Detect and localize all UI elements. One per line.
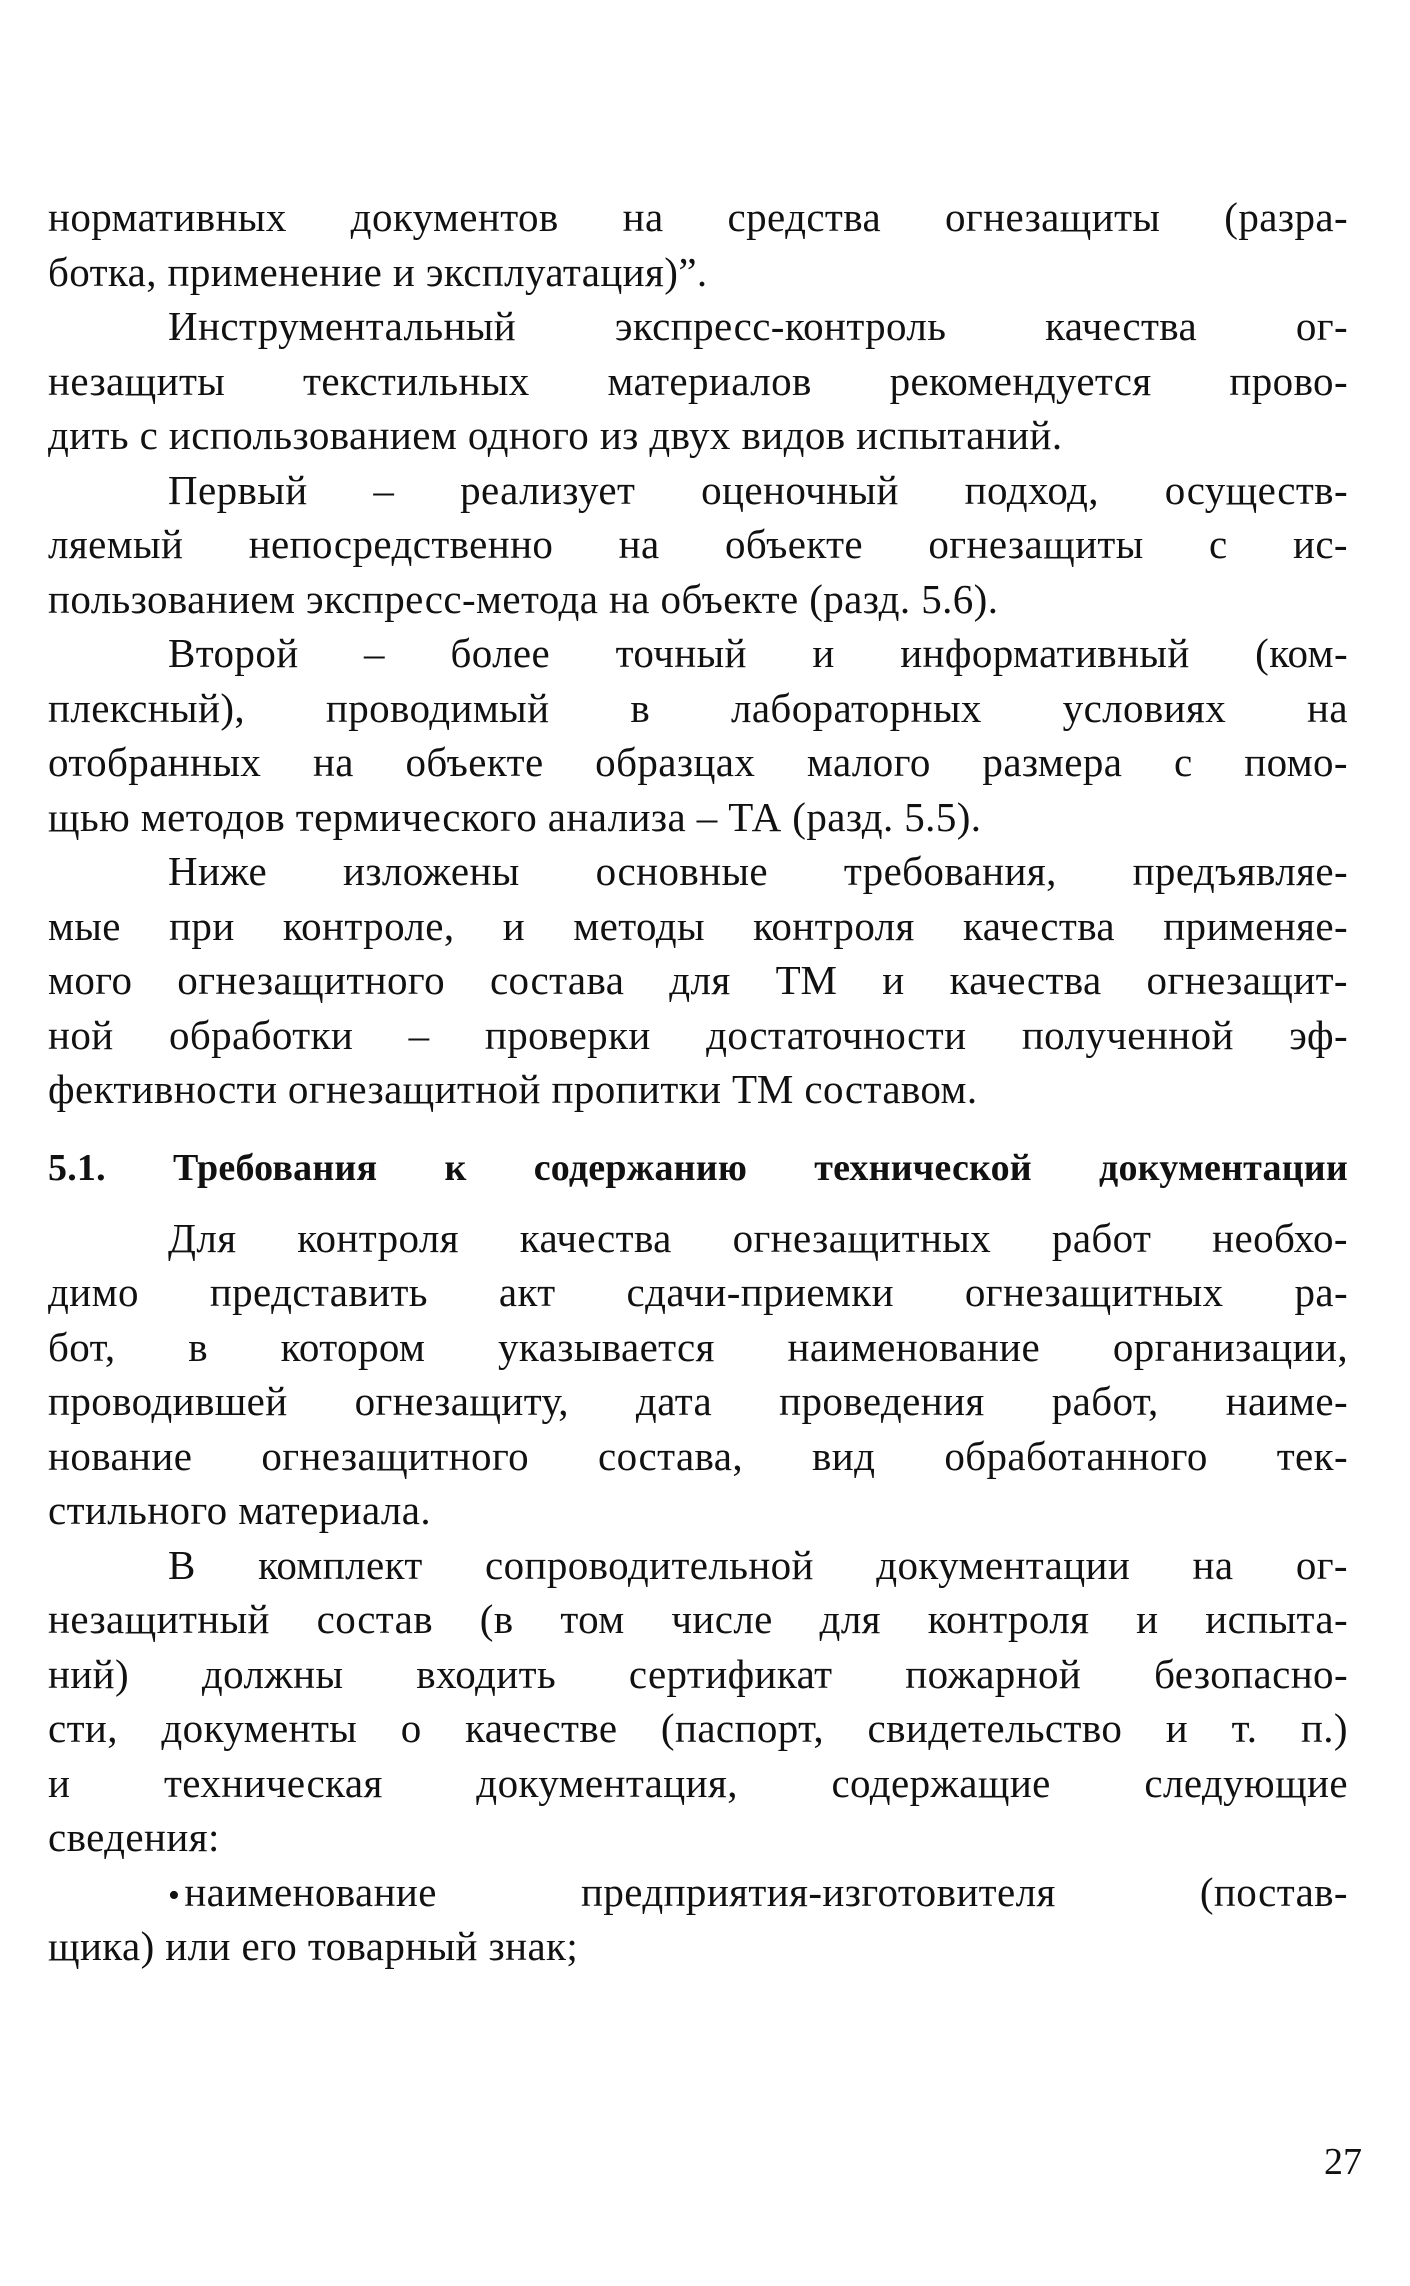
paragraph-instrumental-control xyxy=(48,299,1348,463)
text-line: Ниже изложены основные требования, предъявляе- xyxy=(168,848,1348,894)
text-line: мые при контроле, и методы контроля качества применяе- xyxy=(48,902,1348,949)
text-line: дить с использованием одного из двух видов испытаний. xyxy=(48,412,1063,458)
text-line: Второй – более точный и информативный (ком- xyxy=(168,630,1348,676)
text-line: В комплект сопроводительной документации на ог- xyxy=(168,1541,1348,1588)
text-line: мого огнезащитного состава для ТМ и качества огнезащит- xyxy=(48,957,1348,1003)
text-line: ботка, применение и эксплуатация)”. xyxy=(48,248,708,295)
text-line: пользованием экспресс-метода на объекте (разд. 5.6). xyxy=(48,575,999,622)
paragraph-acceptance-act xyxy=(48,1211,1348,1538)
section-heading: 5.1. Требования к содержанию технической документации xyxy=(48,1146,1348,1189)
text-line: плексный), проводимый в лабораторных условиях на xyxy=(48,684,1348,731)
text-line: ной обработки – проверки достаточности полученной эф- xyxy=(48,1011,1348,1058)
paragraph-continuation xyxy=(48,190,1348,299)
text-line: сти, документы о качестве (паспорт, свидетельство и т. п.) xyxy=(48,1705,1348,1751)
text-line: сведения: xyxy=(48,1814,220,1860)
text-line: ний) должны входить сертификат пожарной безопасно- xyxy=(48,1650,1348,1697)
text-line: Инструментальный экспресс-контроль качества ог- xyxy=(168,303,1348,349)
text-line: бот, в котором указывается наименование организации, xyxy=(48,1323,1348,1370)
text-line: ляемый непосредственно на объекте огнезащиты с ис- xyxy=(48,521,1348,567)
text-line: нование огнезащитного состава, вид обработанного тек- xyxy=(48,1432,1348,1479)
text-line: и техническая документация, содержащие следующие xyxy=(48,1759,1348,1806)
text-line: димо представить акт сдачи-приемки огнезащитных ра- xyxy=(48,1269,1348,1315)
document-page xyxy=(48,190,1348,1974)
text-line: Для контроля качества огнезащитных работ необхо- xyxy=(168,1214,1348,1261)
text-line: Первый – реализует оценочный подход, осуществ- xyxy=(168,466,1348,513)
bullet-icon: • xyxy=(168,1876,181,1914)
text-line: проводившей огнезащиту, дата проведения работ, наиме- xyxy=(48,1378,1348,1424)
bullet-text: наименование предприятия-изготовителя (постав- xyxy=(184,1868,1348,1915)
text-line: щика) или его товарный знак; xyxy=(48,1923,579,1969)
page-number: 27 xyxy=(1324,2141,1362,2183)
paragraph-first-method xyxy=(48,463,1348,627)
text-line: стильного материала. xyxy=(48,1487,432,1533)
text-line: незащитный состав (в том числе для контроля и испыта- xyxy=(48,1596,1348,1642)
bullet-item xyxy=(48,1865,1348,1974)
text-line: отобранных на объекте образцах малого размера с помо- xyxy=(48,739,1348,785)
paragraph-requirements-overview xyxy=(48,844,1348,1117)
text-line: нормативных документов на средства огнезащиты (разра- xyxy=(48,194,1348,240)
text-line: фективности огнезащитной пропитки ТМ составом. xyxy=(48,1066,978,1112)
bullet-first-line xyxy=(48,1865,1348,1920)
paragraph-second-method xyxy=(48,626,1348,844)
paragraph-documentation-set xyxy=(48,1538,1348,1865)
text-line: щью методов термического анализа – ТА (разд. 5.5). xyxy=(48,793,982,840)
text-line: незащиты текстильных материалов рекомендуется прово- xyxy=(48,357,1348,404)
